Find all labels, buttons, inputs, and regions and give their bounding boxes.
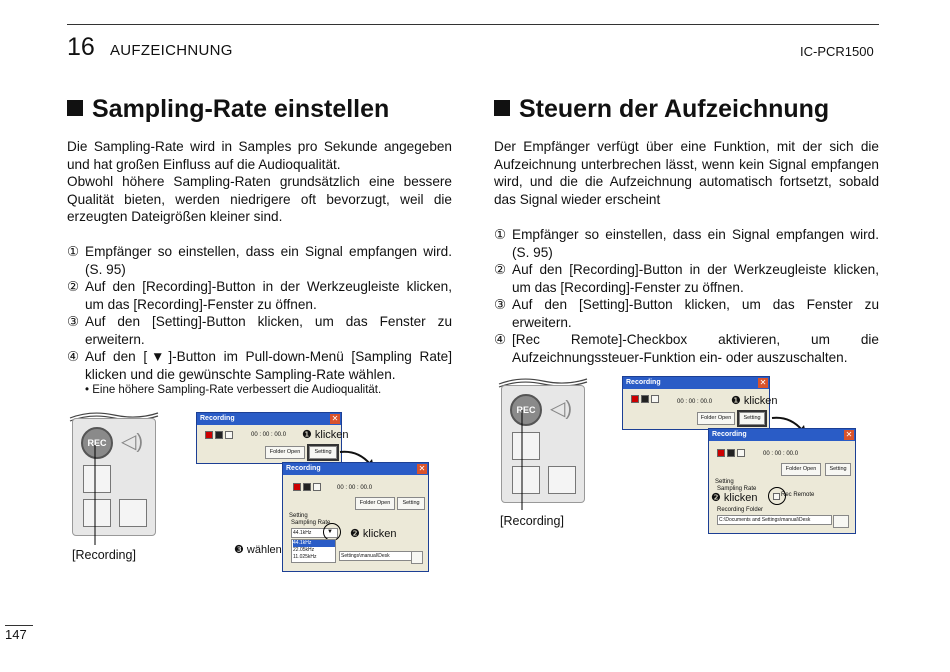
recording-button[interactable]: REC	[510, 394, 542, 426]
section-heading-steuern: Steuern der Aufzeichnung	[494, 95, 829, 124]
option-44k[interactable]: 44.1kHz	[293, 540, 335, 547]
recording-folder-label: Recording Folder	[717, 507, 764, 513]
rec-remote-label: Rec Remote	[781, 492, 815, 498]
step-item: ① Empfänger so einstellen, dass ein Signal empfangen wird. (S. 95)	[494, 227, 879, 260]
browse-button[interactable]	[411, 551, 423, 564]
record-icon[interactable]	[631, 395, 639, 403]
sampling-intro	[67, 138, 452, 226]
sampling-steps	[67, 243, 452, 398]
option-22k[interactable]: 22.05kHz	[293, 547, 315, 553]
model-name: IC-PCR1500	[800, 44, 874, 59]
sampling-rate-label: Sampling Rate	[717, 486, 757, 492]
step-item: ③ Auf den [Setting]-Button klicken, um das Fenster zu erweitern.	[67, 314, 452, 347]
close-icon[interactable]: ✕	[418, 464, 426, 473]
recording-dialog-expanded	[708, 428, 856, 534]
step-item: ① Empfänger so einstellen, dass ein Signal empfangen wird. (S. 95)	[67, 244, 452, 277]
setting-group-label: Setting	[715, 479, 734, 485]
setting-button[interactable]: Setting	[739, 412, 765, 425]
chapter-title: AUFZEICHNUNG	[110, 42, 233, 59]
folder-open-button[interactable]: Folder Open	[355, 497, 395, 510]
setting-group-label: Setting	[289, 513, 308, 519]
callout-2: ❷ klicken	[711, 492, 758, 504]
time-display: 00 : 00 : 00.0	[763, 451, 799, 457]
record-icon[interactable]	[205, 431, 213, 439]
step-item: ② Auf den [Recording]-Button in der Werkzeugleiste klicken, um das [Recording]-Fenster zu öffnen.	[67, 279, 452, 312]
recording-dialog-expanded	[282, 462, 429, 572]
recording-label: [Recording]	[500, 514, 564, 528]
record-icon[interactable]	[717, 449, 725, 457]
stop-icon[interactable]	[727, 449, 735, 457]
option-11k[interactable]: 11.025kHz	[293, 554, 317, 560]
section-heading-sampling-rate: Sampling-Rate einstellen	[67, 95, 389, 124]
toolbar-panel	[501, 385, 585, 503]
stop-icon[interactable]	[303, 483, 311, 491]
steuern-intro: Der Empfänger verfügt über eine Funktion, mit der sich die Aufzeichnung unterbrechen lässt, wenn kein Signal empfangen wird, und die die Aufzeichnung automatisch fortsetzt, sobald das Signal wieder erscheint	[494, 139, 879, 207]
exit-icon[interactable]	[119, 499, 147, 527]
speaker-icon[interactable]: ◁)	[550, 398, 573, 420]
setting-button[interactable]: Setting	[825, 463, 851, 476]
step-item: ④ Auf den [▼]-Button im Pull-down-Menü [Sampling Rate] klicken und die gewünschte Sampling-Rate wählen.	[67, 349, 452, 382]
setting-button[interactable]: Setting	[397, 497, 425, 510]
time-display: 00 : 00 : 00.0	[337, 485, 373, 491]
toolbar-panel	[72, 418, 156, 536]
step-item: ② Auf den [Recording]-Button in der Werkzeugleiste klicken, um das [Recording]-Fenster zu öffnen.	[494, 262, 879, 295]
callout-3: ❸ wählen	[234, 544, 282, 556]
steuern-steps	[494, 226, 879, 366]
time-display: 00 : 00 : 00.0	[677, 399, 713, 405]
highlight-circle	[768, 487, 786, 505]
folder-path-field[interactable]: Settings\manual\Desk	[339, 551, 412, 561]
dialog-title: Recording	[197, 413, 341, 425]
time-display: 00 : 00 : 00.0	[251, 432, 287, 438]
sampling-intro-2: Obwohl höhere Sampling-Raten grundsätzlich eine bessere Qualität bieten, werden niedrigere oft bevorzugt, weil die erzeugten Dateigrößen kleiner sind.	[67, 174, 452, 224]
dialog-title: Recording	[623, 377, 769, 389]
record-icon[interactable]	[293, 483, 301, 491]
pause-icon[interactable]	[737, 449, 745, 457]
close-icon[interactable]: ✕	[331, 414, 339, 423]
folder-open-button[interactable]: Folder Open	[781, 463, 821, 476]
setting-button[interactable]: Setting	[309, 446, 337, 459]
chapter-number: 16	[67, 33, 95, 61]
page-number: 147	[5, 627, 27, 642]
step-note: • Eine höhere Sampling-Rate verbessert die Audioqualität.	[85, 384, 382, 396]
close-icon[interactable]: ✕	[845, 430, 853, 439]
stop-icon[interactable]	[215, 431, 223, 439]
folder-open-button[interactable]: Folder Open	[265, 446, 305, 459]
sampling-rate-select[interactable]: 44.1kHz	[291, 528, 338, 538]
sampling-intro-1: Die Sampling-Rate wird in Samples pro Sekunde angegeben und hat großen Einfluss auf die Audioqualität.	[67, 139, 452, 172]
leader-line	[90, 445, 100, 545]
sampling-rate-options[interactable]	[291, 539, 336, 563]
sampling-rate-label: Sampling Rate	[291, 520, 331, 526]
exit-icon[interactable]	[548, 466, 576, 494]
square-bullet-icon	[67, 100, 83, 116]
folder-path-field[interactable]: C:\Documents and Settings\manual\Desk	[717, 515, 832, 525]
square-bullet-icon	[494, 100, 510, 116]
close-icon[interactable]: ✕	[759, 378, 767, 387]
callout-1: ❶ klicken	[302, 429, 349, 441]
stop-icon[interactable]	[641, 395, 649, 403]
folder-open-button[interactable]: Folder Open	[697, 412, 735, 425]
recording-label: [Recording]	[72, 548, 136, 562]
browse-button[interactable]	[833, 515, 849, 528]
header-rule	[67, 24, 879, 25]
leader-line	[517, 410, 527, 510]
page-number-rule	[5, 625, 33, 626]
dialog-title: Recording	[709, 429, 855, 441]
step-item: ④ [Rec Remote]-Checkbox aktivieren, um die Aufzeichnungssteuer-Funktion ein- oder auszuschalten.	[494, 332, 879, 365]
dialog-title: Recording	[283, 463, 428, 475]
speaker-icon[interactable]: ◁)	[121, 431, 144, 453]
step-item: ③ Auf den [Setting]-Button klicken, um das Fenster zu erweitern.	[494, 297, 879, 330]
callout-2: ❷ klicken	[350, 528, 397, 540]
pause-icon[interactable]	[651, 395, 659, 403]
chevron-down-icon[interactable]: ▼	[327, 529, 333, 535]
pause-icon[interactable]	[313, 483, 321, 491]
recording-button[interactable]: REC	[81, 427, 113, 459]
pause-icon[interactable]	[225, 431, 233, 439]
callout-1: ❶ klicken	[731, 395, 778, 407]
